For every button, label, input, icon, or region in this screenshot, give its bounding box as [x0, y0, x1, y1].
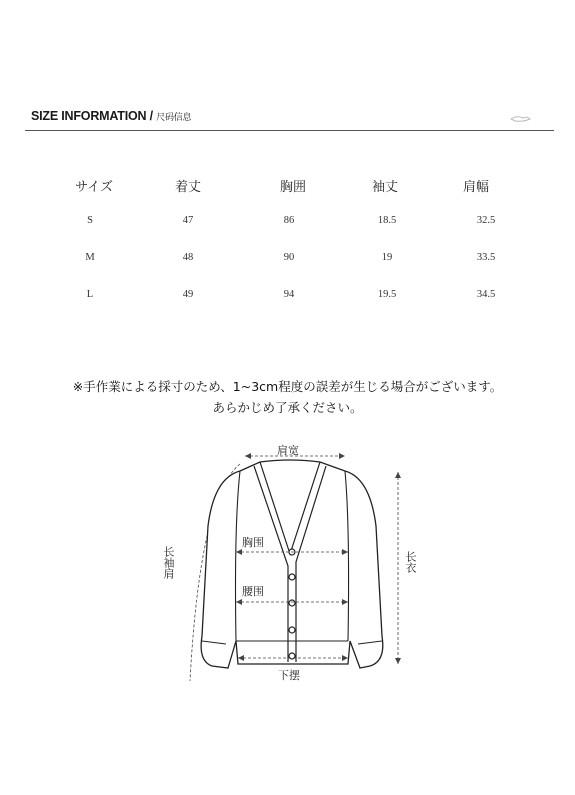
table-cell: 34.5	[476, 289, 496, 300]
waist-label: 腰围	[242, 585, 264, 598]
column-header-length: 着丈	[174, 180, 202, 195]
column-header-shoulder: 肩幅	[462, 180, 490, 195]
table-cell: 18.5	[377, 215, 397, 226]
table-cell: 90	[283, 252, 295, 263]
body-length-label: 长衣	[404, 551, 417, 573]
page-title	[31, 109, 191, 123]
table-cell: 48	[182, 252, 194, 263]
column-header-size: サイズ	[75, 180, 113, 195]
column-header-sleeve: 袖丈	[371, 180, 399, 195]
title-slash: /	[149, 109, 157, 123]
title-text: SIZE INFORMATION	[31, 109, 147, 123]
cardigan-diagram	[150, 436, 430, 696]
table-cell: 94	[283, 289, 295, 300]
table-cell: 32.5	[476, 215, 496, 226]
table-cell: 49	[182, 289, 194, 300]
table-cell: 47	[182, 215, 194, 226]
notice-line-2: あらかじめ了承ください。	[212, 400, 363, 415]
table-cell: 19	[381, 252, 393, 263]
table-cell: M	[85, 252, 95, 263]
table-cell: 86	[283, 215, 295, 226]
hem-label: 下摆	[278, 669, 300, 682]
chest-label: 胸围	[242, 536, 264, 549]
brand-logo-icon	[509, 113, 531, 123]
table-cell: S	[87, 215, 93, 226]
table-cell: 19.5	[377, 289, 397, 300]
column-header-chest: 胸囲	[279, 180, 307, 195]
shoulder-label: 肩宽	[277, 444, 299, 457]
title-subtitle: 尺码信息	[156, 113, 192, 123]
header-divider	[25, 130, 554, 131]
table-cell: 33.5	[476, 252, 496, 263]
sleeve-length-label: 长袖肩	[162, 546, 175, 579]
notice-line-1: ※手作業による採寸のため、1~3cm程度の誤差が生じる場合がございます。	[72, 379, 503, 394]
table-cell: L	[86, 289, 94, 300]
